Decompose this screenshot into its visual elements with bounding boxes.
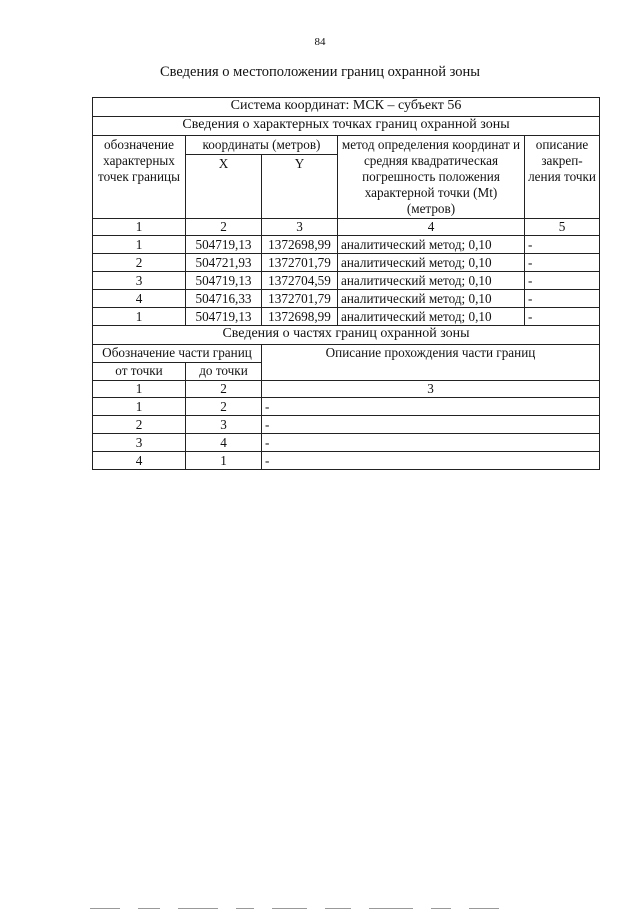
document-title: Сведения о местоположении границ охранной зоны <box>159 64 480 80</box>
fixing-value: - <box>525 290 600 308</box>
point-row <box>93 254 600 272</box>
coordinate-system-header: Система координат: МСК – субъект 56 <box>93 98 600 117</box>
from-point-value: 1 <box>93 398 186 416</box>
part-designation-header: Обозначение части границ <box>93 345 262 363</box>
x-value: 504719,13 <box>186 308 262 326</box>
point-id: 1 <box>93 236 186 254</box>
fixing-value: - <box>525 308 600 326</box>
fixing-value: - <box>525 236 600 254</box>
to-point-value: 1 <box>186 452 262 470</box>
part-description-value: - <box>262 416 600 434</box>
part-row <box>93 452 600 470</box>
parts-column-numbers-row <box>93 381 600 398</box>
parts-section-row <box>93 326 600 345</box>
method-value: аналитический метод; 0,10 <box>338 254 525 272</box>
column-number: 2 <box>186 219 262 236</box>
part-description-value: - <box>262 452 600 470</box>
page-number: 84 <box>314 36 326 48</box>
parts-header-row <box>93 345 600 363</box>
point-row <box>93 308 600 326</box>
parts-section-header: Сведения о частях границ охранной зоны <box>93 326 600 345</box>
x-value: 504721,93 <box>186 254 262 272</box>
x-value: 504719,13 <box>186 272 262 290</box>
point-id: 4 <box>93 290 186 308</box>
x-header: X <box>186 155 262 219</box>
part-description-header: Описание прохождения части границ <box>262 345 600 381</box>
to-point-header: до точки <box>186 363 262 381</box>
column-number: 5 <box>525 219 600 236</box>
y-value: 1372698,99 <box>262 308 338 326</box>
method-value: аналитический метод; 0,10 <box>338 272 525 290</box>
y-value: 1372704,59 <box>262 272 338 290</box>
fixing-value: - <box>525 254 600 272</box>
x-value: 504716,33 <box>186 290 262 308</box>
y-value: 1372698,99 <box>262 236 338 254</box>
column-number: 1 <box>93 381 186 398</box>
column-number: 3 <box>262 219 338 236</box>
point-row <box>93 272 600 290</box>
scan-artifact <box>90 899 610 905</box>
coordinates-header: координаты (метров) <box>186 136 338 155</box>
point-id: 2 <box>93 254 186 272</box>
column-numbers-row <box>93 219 600 236</box>
from-point-value: 4 <box>93 452 186 470</box>
column-number: 2 <box>186 381 262 398</box>
points-section-header: Сведения о характерных точках границ охранной зоны <box>93 117 600 136</box>
method-value: аналитический метод; 0,10 <box>338 308 525 326</box>
method-header: метод определения координат и средняя квадратическая погрешность положения характерной точки (Mt) (метров) <box>338 136 525 219</box>
method-value: аналитический метод; 0,10 <box>338 236 525 254</box>
point-row <box>93 290 600 308</box>
fixing-header: описание закреп-ления точки <box>525 136 600 219</box>
to-point-value: 3 <box>186 416 262 434</box>
part-row <box>93 398 600 416</box>
point-designation-header: обозначение характерных точек границы <box>93 136 186 219</box>
x-value: 504719,13 <box>186 236 262 254</box>
point-row <box>93 236 600 254</box>
from-point-value: 2 <box>93 416 186 434</box>
column-number: 4 <box>338 219 525 236</box>
point-id: 1 <box>93 308 186 326</box>
part-row <box>93 434 600 452</box>
system-header-row <box>93 98 600 117</box>
from-point-value: 3 <box>93 434 186 452</box>
points-section-row <box>93 117 600 136</box>
to-point-value: 4 <box>186 434 262 452</box>
column-number: 3 <box>262 381 600 398</box>
from-point-header: от точки <box>93 363 186 381</box>
point-id: 3 <box>93 272 186 290</box>
part-description-value: - <box>262 398 600 416</box>
part-row <box>93 416 600 434</box>
fixing-value: - <box>525 272 600 290</box>
boundary-table <box>92 97 599 470</box>
coordinates-table <box>92 97 600 470</box>
part-description-value: - <box>262 434 600 452</box>
to-point-value: 2 <box>186 398 262 416</box>
column-number: 1 <box>93 219 186 236</box>
y-value: 1372701,79 <box>262 290 338 308</box>
points-header-row <box>93 136 600 155</box>
y-value: 1372701,79 <box>262 254 338 272</box>
method-value: аналитический метод; 0,10 <box>338 290 525 308</box>
y-header: Y <box>262 155 338 219</box>
